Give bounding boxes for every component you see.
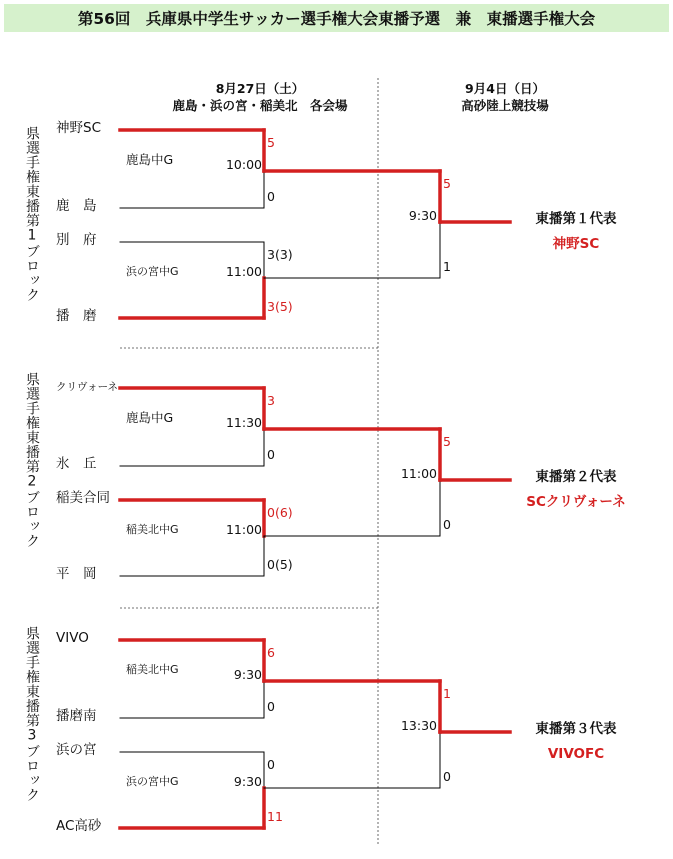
score-b: 11 [267,809,283,824]
score-a: 0 [267,757,275,772]
block-2-label: 県選手権東播第2ブロック [24,372,40,548]
match-time: 9:30 [233,667,262,682]
score-b: 0 [267,447,275,462]
match-time: 11:00 [225,522,262,537]
representative-team: SCクリヴォーネ [526,494,626,510]
representative-team: 神野SC [552,236,600,252]
block-1-label: 県選手権東播第1ブロック [24,126,40,302]
score-a: 6 [267,645,275,660]
score-b: 0 [267,189,275,204]
team-name: 神野SC [56,120,101,136]
match-venue: 稲美北中G [126,523,179,536]
team-name: 播磨南 [56,708,97,724]
team-name: 浜の宮 [56,742,97,758]
final-score-top: 5 [443,176,451,191]
team-name: 鹿 島 [56,198,97,214]
team-name: AC高砂 [56,818,102,834]
round-2-date: 9月4日（日） [465,81,545,96]
match-time: 10:00 [225,157,262,172]
score-b: 0(5) [267,557,293,572]
match-venue: 鹿島中G [126,410,174,425]
match-venue: 鹿島中G [126,152,174,167]
match-time: 11:00 [225,264,262,279]
team-name: 平 岡 [56,566,97,582]
final-time: 13:30 [400,718,437,733]
representative-team: VIVOFC [547,746,605,762]
representative-label: 東播第３代表 [535,721,617,737]
team-name: 稲美合同 [56,490,110,506]
representative-label: 東播第２代表 [535,469,617,485]
match-venue: 浜の宮中G [126,265,179,278]
team-name: 播 磨 [56,308,97,324]
final-score-bottom: 0 [443,769,451,784]
final-score-top: 5 [443,434,451,449]
round-2-venues: 高砂陸上競技場 [461,98,549,113]
match-time: 9:30 [233,774,262,789]
score-b: 3(5) [267,299,293,314]
team-name: 別 府 [56,232,97,248]
representative-label: 東播第１代表 [535,211,617,227]
match-venue: 浜の宮中G [126,775,179,788]
team-name: 氷 丘 [56,456,97,472]
final-time: 11:00 [400,466,437,481]
score-b: 0 [267,699,275,714]
final-time: 9:30 [408,208,437,223]
round-1-date: 8月27日（土） [215,81,305,96]
score-a: 5 [267,135,275,150]
score-a: 3 [267,393,275,408]
block-3-label: 県選手権東播第3ブロック [24,626,40,802]
match-venue: 稲美北中G [126,663,179,676]
final-score-bottom: 0 [443,517,451,532]
score-a: 3(3) [267,247,293,262]
final-score-top: 1 [443,686,451,701]
team-name: クリヴォーネ [56,381,119,393]
score-a: 0(6) [267,505,293,520]
final-score-bottom: 1 [443,259,451,274]
match-time: 11:30 [225,415,262,430]
page-title: 第56回 兵庫県中学生サッカー選手権大会東播予選 兼 東播選手権大会 [4,4,669,32]
round-1-venues: 鹿島・浜の宮・稲美北 各会場 [172,98,348,113]
team-name: VIVO [56,630,89,646]
